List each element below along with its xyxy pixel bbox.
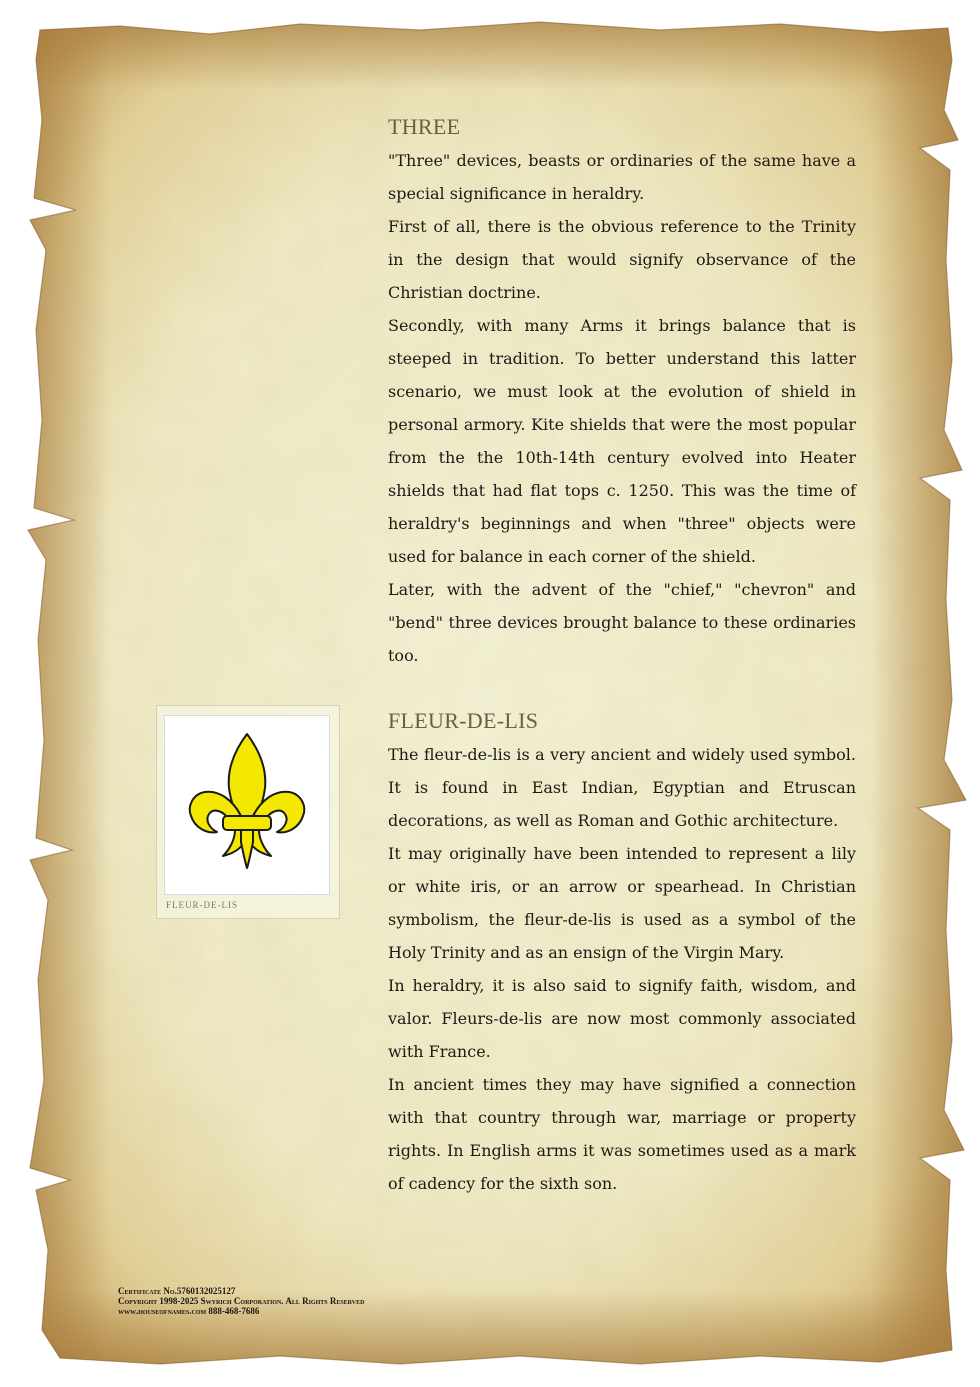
paragraph: Secondly, with many Arms it brings balance that is steeped in tradition. To better understand this latter scenario, we must look at the evolution of shield in personal armory. Kite shields that were the most popular from the the 10th-14th century evolved into Heater shields that had flat tops c. 1250. This was the time of heraldry's beginnings and when "three" objects were used for balance in each corner of the shield. [388, 316, 856, 566]
paragraph: First of all, there is the obvious reference to the Trinity in the design that would signify observance of the Christian doctrine. [388, 217, 856, 302]
paragraph: "Three" devices, beasts or ordinaries of the same have a special significance in heraldry. [388, 151, 856, 203]
figure-caption: FLEUR-DE-LIS [166, 900, 238, 910]
figure-image-frame [164, 715, 330, 895]
certificate-footer [118, 1286, 364, 1316]
section-fleur-de-lis [388, 708, 856, 1200]
certificate-number: Certificate No.5760132025127 [118, 1286, 236, 1296]
paragraph: The fleur-de-lis is a very ancient and widely used symbol. It is found in East Indian, Egyptian and Etruscan decorations, as well as Roman and Gothic architecture. [388, 745, 856, 830]
paragraph: Later, with the advent of the "chief," "chevron" and "bend" three devices brought balance to these ordinaries too. [388, 580, 856, 665]
section-title-fleur-de-lis: FLEUR-DE-LIS [388, 708, 539, 733]
paragraph: In heraldry, it is also said to signify faith, wisdom, and valor. Fleurs-de-lis are now most commonly associated with France. [388, 976, 856, 1061]
website-contact: www.houseofnames.com 888-468-7686 [118, 1306, 260, 1316]
section-title-three: THREE [388, 114, 461, 139]
section-three [388, 114, 856, 672]
paragraph: In ancient times they may have signified a connection with that country through war, marriage or property rights. In English arms it was sometimes used as a mark of cadency for the sixth son. [388, 1075, 856, 1193]
paragraph: It may originally have been intended to represent a lily or white iris, or an arrow or spearhead. In Christian symbolism, the fleur-de-lis is used as a symbol of the Holy Trinity and as an ensign of the Virgin Mary. [388, 844, 856, 962]
main-content [388, 114, 856, 1200]
fleur-de-lis-figure [156, 705, 340, 919]
copyright-notice: Copyright 1998-2025 Swyrich Corporation. All Rights Reserved [118, 1296, 365, 1306]
fleur-de-lis-icon [165, 716, 329, 894]
